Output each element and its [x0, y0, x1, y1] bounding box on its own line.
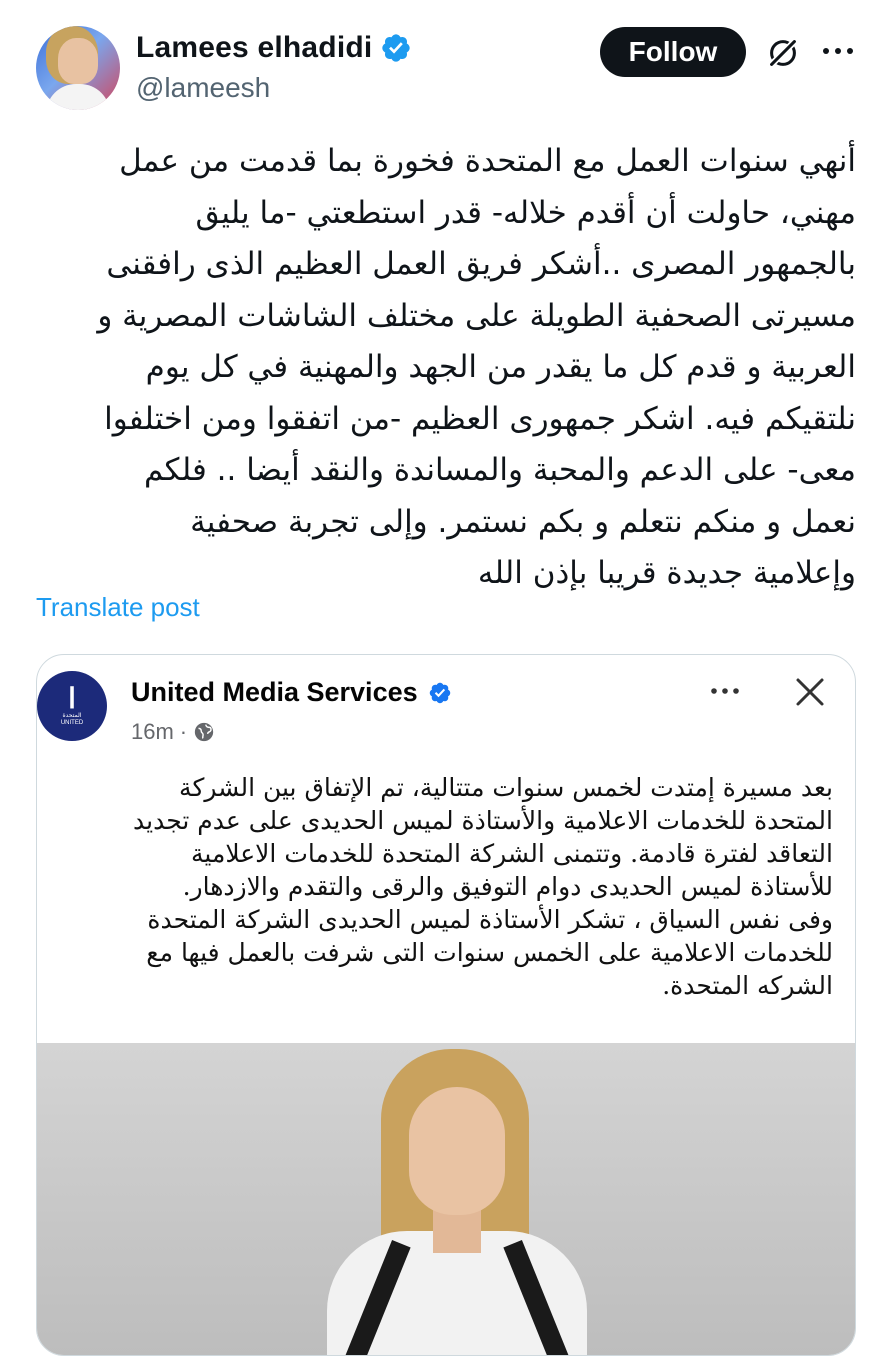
card-page-name-row	[131, 677, 452, 708]
verified-badge-icon	[380, 32, 412, 64]
more-horizontal-icon[interactable]	[818, 36, 858, 66]
author-name-row	[136, 28, 412, 68]
post-header	[0, 0, 888, 130]
card-timestamp-row	[131, 719, 215, 745]
grok-icon[interactable]	[764, 34, 802, 72]
photo-face	[409, 1087, 505, 1215]
embedded-screenshot-card[interactable]	[36, 654, 856, 1356]
card-page-name: United Media Services	[131, 677, 418, 707]
logo-glyph: ا	[68, 682, 76, 715]
united-media-logo	[37, 671, 107, 741]
card-time: 16m	[131, 719, 174, 744]
avatar[interactable]	[36, 26, 120, 110]
card-separator: ·	[179, 719, 188, 744]
author-name[interactable]: Lamees elhadidi	[136, 31, 373, 64]
follow-button[interactable]: Follow	[600, 27, 746, 77]
card-photo	[37, 1043, 855, 1355]
translate-post-link[interactable]: Translate post	[36, 592, 200, 622]
globe-icon	[193, 721, 215, 743]
logo-line-latin: UNITED	[60, 720, 84, 726]
post-text: أنهي سنوات العمل مع المتحدة فخورة بما قدمت من عمل مهني، حاولت أن أقدم خلاله- قدر استطعتي -ما يليق بالجمهور المصرى ..أشكر فريق العمل العظيم الذى رافقنى مسيرتى الصحفية الطويلة على مختلف الشاشات المصرية و العربية و قدم كل ما يقدر من الجهد والمهنية في كل يوم نلتقيكم فيه. اشكر جمهورى العظيم -من اتفقوا ومن اختلفوا معى- على الدعم والمحبة والمساندة والنقد أيضا .. فلكم نعمل و منكم نتعلم و بكم نستمر. وإلى تجربة صحفية وإعلامية جديدة قريبا بإذن الله	[97, 143, 856, 591]
avatar-body	[46, 84, 110, 110]
logo-line-arabic: المتحدة	[62, 713, 82, 719]
card-announcement-text: بعد مسيرة إمتدت لخمس سنوات متتالية، تم الإتفاق بين الشركة المتحدة للخدمات الاعلامية والأستاذة لميس الحديدى على عدم تجديد التعاقد لفترة قادمة. وتتمنى الشركة المتحدة للخدمات الاعلامية للأستاذة لميس الحديدى دوام التوفيق والرقى والتقدم والازدهار. وفى نفس السياق ، تشكر الأستاذة لميس الحديدى الشركة المتحدة للخدمات الاعلامية على الخمس سنوات التى شرفت بالعمل فيها مع الشركه المتحدة.	[133, 773, 833, 1000]
author-handle[interactable]: @lameesh	[136, 72, 271, 103]
close-icon	[793, 675, 827, 709]
more-horizontal-icon	[707, 679, 743, 703]
avatar-face	[58, 38, 98, 84]
verified-badge-icon	[428, 681, 452, 705]
